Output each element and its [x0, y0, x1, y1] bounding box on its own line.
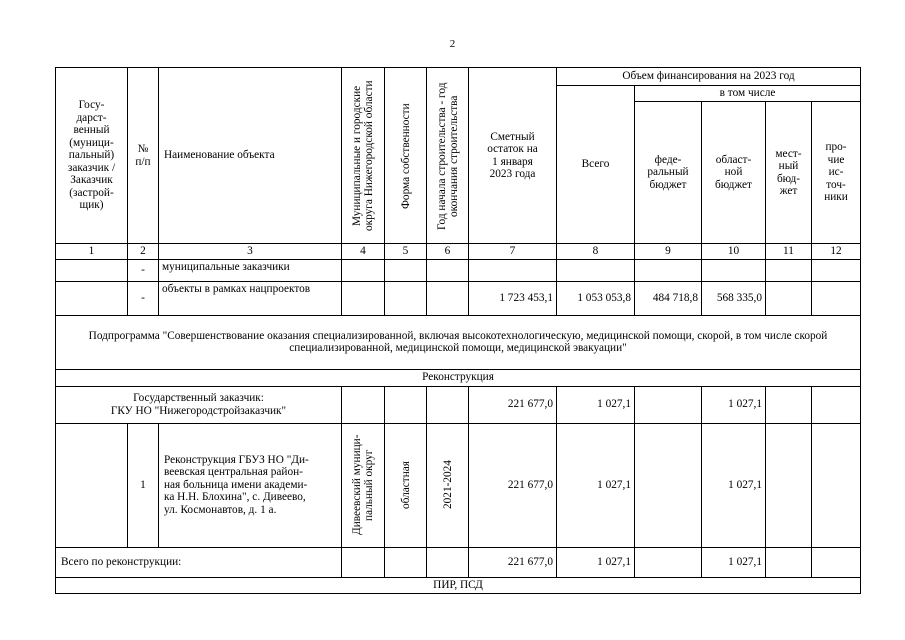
header-estimate: Сметный остаток на 1 января 2023 года: [469, 68, 557, 244]
page-number: 2: [449, 38, 456, 50]
row-federal: 484 718,8: [635, 281, 702, 315]
total-label: Всего по реконструкции:: [56, 547, 342, 577]
table-row: [56, 259, 861, 281]
col-number: 2: [128, 244, 159, 260]
col-number: 1: [56, 244, 128, 260]
subprogram-row: [56, 315, 861, 369]
section-pir: ПИР, ПСД: [56, 577, 861, 593]
table-row: [56, 386, 861, 423]
section-reconstruction: Реконструкция: [56, 369, 861, 386]
col-number: 8: [557, 244, 635, 260]
col-number: 5: [385, 244, 427, 260]
header-municipality: Муниципальные и городские округа Нижегородской области: [342, 68, 385, 244]
row-estimate: 221 677,0: [469, 547, 557, 577]
header-local: мест- ный бюд- жет: [766, 102, 812, 244]
row-name: муниципальные заказчики: [159, 259, 342, 281]
col-number: 10: [702, 244, 766, 260]
header-federal: феде- ральный бюджет: [635, 102, 702, 244]
table-row: [56, 281, 861, 315]
header-other: про- чие ис- точ- ники: [812, 102, 861, 244]
row-name: Реконструкция ГБУЗ НО "Ди- веевская центральная район- ная больница имени академи- ка Н.Н. Блохина", с. Дивеево, ул. Космонавтов, д. 1 а.: [159, 423, 342, 547]
col-number: 12: [812, 244, 861, 260]
col-number: 6: [427, 244, 469, 260]
row-regional: 1 027,1: [702, 423, 766, 547]
section-row: [56, 369, 861, 386]
row-total: 1 027,1: [557, 423, 635, 547]
row-regional: 1 027,1: [702, 547, 766, 577]
row-estimate: 221 677,0: [469, 423, 557, 547]
header-regional: област- ной бюджет: [702, 102, 766, 244]
row-years: 2021-2024: [427, 423, 469, 547]
col-number: 9: [635, 244, 702, 260]
table-row: [56, 423, 861, 547]
row-total: 1 027,1: [557, 386, 635, 423]
row-total: 1 053 053,8: [557, 281, 635, 315]
row-num: 1: [128, 423, 159, 547]
subprogram-title: Подпрограмма "Совершенствование оказания специализированной, включая высокотехнологическую, медицинской помощи, скорой, в том числе скорой специализированной, медицинской помощи, медицинской эвакуации": [56, 315, 861, 369]
header-object-name: Наименование объекта: [159, 68, 342, 244]
row-regional: 568 335,0: [702, 281, 766, 315]
header-years: Год начала строительства - год окончания строительства: [427, 68, 469, 244]
header-financing: Объем финансирования на 2023 год: [557, 68, 861, 86]
row-name: объекты в рамках нацпроектов: [159, 281, 342, 315]
row-estimate: 1 723 453,1: [469, 281, 557, 315]
col-number: 4: [342, 244, 385, 260]
header-including: в том числе: [635, 86, 861, 102]
column-numbers-row: [56, 244, 861, 260]
row-num: -: [128, 259, 159, 281]
total-row: [56, 547, 861, 577]
col-number: 11: [766, 244, 812, 260]
col-number: 3: [159, 244, 342, 260]
row-estimate: 221 677,0: [469, 386, 557, 423]
financing-table: [55, 67, 861, 594]
state-customer: Государственный заказчик: ГКУ НО "Нижегородстройзаказчик": [56, 386, 342, 423]
col-number: 7: [469, 244, 557, 260]
row-num: -: [128, 281, 159, 315]
header-ownership: Форма собственности: [385, 68, 427, 244]
row-regional: 1 027,1: [702, 386, 766, 423]
row-total: 1 027,1: [557, 547, 635, 577]
row-municipality: Дивеевский муници- пальный округ: [342, 423, 385, 547]
section-row: [56, 577, 861, 593]
header-customer: Госу- дарст- венный (муници- пальный) заказчик / Заказчик (застрой- щик): [56, 68, 128, 244]
header-num: № п/п: [128, 68, 159, 244]
header-total: Всего: [557, 86, 635, 244]
row-ownership: областная: [385, 423, 427, 547]
